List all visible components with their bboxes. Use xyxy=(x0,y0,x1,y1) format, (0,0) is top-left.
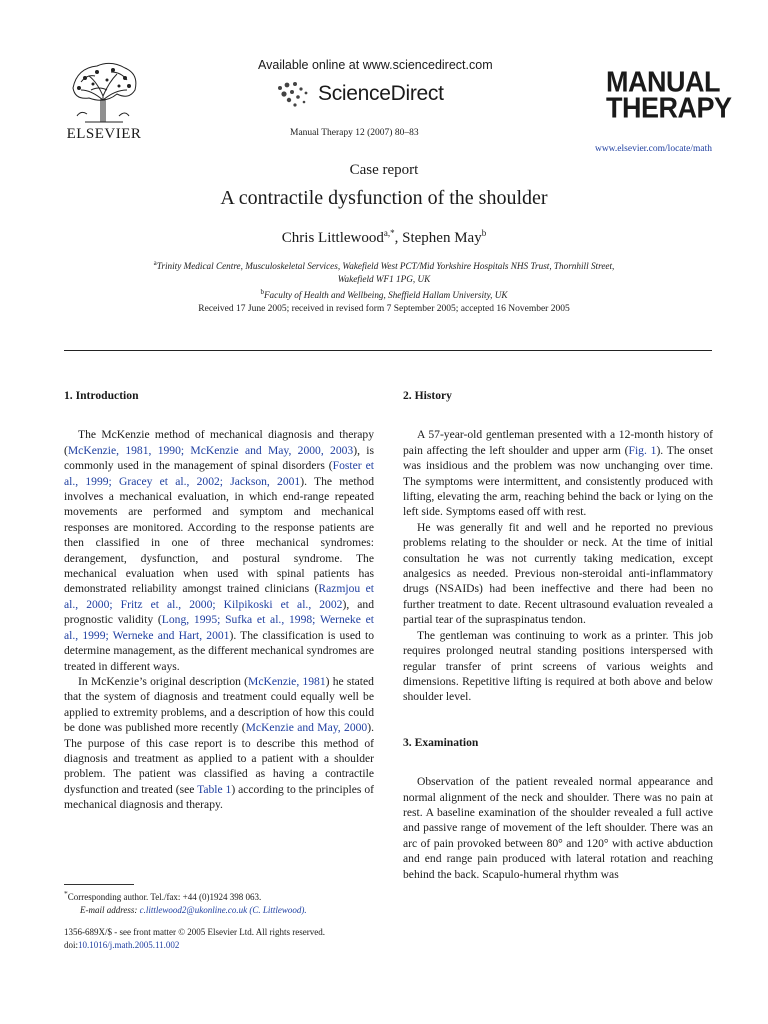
corresponding-author-note xyxy=(64,887,384,904)
sciencedirect-logo xyxy=(274,80,444,108)
author-name: Stephen May xyxy=(402,230,482,246)
author-affiliation-mark: b xyxy=(481,228,487,238)
author-affiliation-mark: a,* xyxy=(383,228,395,238)
sciencedirect-name: ScienceDirect xyxy=(318,82,444,105)
journal-citation: Manual Therapy 12 (2007) 80–83 xyxy=(290,128,419,138)
paragraph-text: ) according to the principles of mechanical diagnosis and therapy. xyxy=(64,782,374,812)
copyright-line: 1356-689X/$ - see front matter © 2005 Elsevier Ltd. All rights reserved. xyxy=(64,927,326,937)
publisher-name: ELSEVIER xyxy=(66,126,142,142)
citation-link[interactable]: Foster et al., 1999; Gracey et al., 2002; Jackson, 2001 xyxy=(64,459,374,488)
introduction-paragraph xyxy=(64,427,374,674)
paragraph-text: ), and prognostic validity ( xyxy=(64,597,374,627)
affiliation-mark: b xyxy=(260,288,264,297)
affiliation-mark: a xyxy=(153,259,157,267)
paragraph-text: ). The method involves a mechanical evaluation, in which end-range repeated movements are performed and symptom and mechanical responses are monitored. According to the response patients are then classified in one of three mechanical syndromes: derangement, dysfunction, and postural syndrome. The mechanical evaluation when used with spinal patients has demonstrated reliability amongst trained clinicians ( xyxy=(64,474,374,596)
history-paragraph: The gentleman was continuing to work as a printer. This job requires prolonged neutral standing positions interspersed with regular transfer of print screens of various weights and dimensions. Repetitive lifting is required at both above and below shoulder level. xyxy=(403,628,713,704)
paragraph-text: ), is commonly used in the management of spinal disorders ( xyxy=(64,443,374,473)
publisher-logo xyxy=(64,60,144,143)
email-label: E-mail address: xyxy=(80,905,138,915)
citation-link[interactable]: Fig. 1 xyxy=(628,443,657,457)
elsevier-tree-icon xyxy=(67,60,141,124)
header-divider xyxy=(64,350,712,351)
journal-logo-line2: THERAPY xyxy=(606,91,732,124)
corresponding-mark: * xyxy=(64,889,68,898)
paragraph-text: ). The purpose of this case report is to describe this method of diagnosis and treatment as applied to a patient with a shoulder problem. The patient was classified as having a contractile dysfunction and treated (see xyxy=(64,721,374,796)
affiliation-a-line2: Wakefield WF1 1PG, UK xyxy=(337,274,431,285)
doi-label: doi: xyxy=(64,940,79,950)
author-name: Chris Littlewood xyxy=(281,230,384,246)
paragraph-text: ) he stated that the system of diagnosis and treatment could equally well be applied to extremity problems, and a description of how this could be done was published more recently ( xyxy=(64,674,374,735)
email-link[interactable]: c.littlewood2@ukonline.co.uk (C. Littlewood). xyxy=(139,905,307,915)
citation-link[interactable]: McKenzie, 1981, 1990; McKenzie and May, 2000, 2003 xyxy=(67,443,354,457)
footnotes xyxy=(64,884,384,917)
email-note xyxy=(64,904,384,917)
journal-url-link[interactable]: www.elsevier.com/locate/math xyxy=(594,144,712,154)
doi-line xyxy=(64,939,325,952)
sciencedirect-dots-icon xyxy=(274,80,314,108)
citation-link[interactable]: McKenzie and May, 2000 xyxy=(245,721,368,735)
history-paragraph xyxy=(403,427,713,519)
paragraph-text: ). The classification is used to determine management, as the different mechanical syndromes are treated in different ways. xyxy=(64,628,374,673)
section-heading-introduction: 1. Introduction xyxy=(64,389,139,402)
author-separator: , xyxy=(394,230,403,246)
available-online-text: Available online at www.sciencedirect.com xyxy=(258,58,493,72)
examination-paragraph: Observation of the patient revealed normal appearance and normal alignment of the neck and shoulder. There was no pain at rest. A baseline examination of the shoulder revealed a full active and passive range of movement of the left shoulder. There was an arc of pain provoked between 80° and 120° with active abduction and end range pain produced with lateral rotation and reaching behind the back. Scapulo-humeral rhythm was xyxy=(403,775,713,881)
affiliations xyxy=(100,257,668,302)
citation-link[interactable]: McKenzie, 1981 xyxy=(248,674,326,688)
journal-logo-line1: MANUAL xyxy=(606,66,720,98)
received-dates: Received 17 June 2005; received in revised form 7 September 2005; accepted 16 November 2005 xyxy=(198,304,570,314)
journal-logo xyxy=(606,66,732,124)
section-heading-examination: 3. Examination xyxy=(403,735,479,749)
author-list xyxy=(0,228,768,247)
citation-link[interactable]: Long, 1995; Sufka et al., 1998; Werneke et al., 1999; Werneke and Hart, 2001 xyxy=(64,613,375,642)
right-column xyxy=(403,388,713,882)
section-heading-history: 2. History xyxy=(403,389,452,402)
left-column xyxy=(64,388,374,813)
history-paragraph: He was generally fit and well and he reported no previous problems relating to the shoulder or neck. At the time of initial consultation he was not currently taking medication, except analgesics as needed. Previous non-steroidal anti-inflammatory drugs (NSAIDs) had been ineffective and there had been no further treatment to date. Recent ultrasound evaluation revealed a partial tear of the supraspinatus tendon. xyxy=(403,520,713,627)
citation-link[interactable]: Table 1 xyxy=(197,782,232,796)
citation-link[interactable]: Razmjou et al., 2000; Fritz et al., 2000; Kilpikoski et al., 2002 xyxy=(64,582,374,611)
paragraph-text: The McKenzie method of mechanical diagnosis and therapy ( xyxy=(64,428,374,457)
doi-link[interactable]: 10.1016/j.math.2005.11.002 xyxy=(78,940,180,950)
article-type: Case report xyxy=(349,162,419,178)
affiliation-b: Faculty of Health and Wellbeing, Sheffield Hallam University, UK xyxy=(263,290,508,301)
footnote-divider xyxy=(64,884,134,885)
article-title: A contractile dysfunction of the shoulder xyxy=(220,187,548,209)
introduction-paragraph xyxy=(64,674,374,813)
front-matter xyxy=(64,926,325,952)
paragraph-text: A 57-year-old gentleman presented with a 12-month history of pain affecting the left shoulder and upper arm ( xyxy=(403,428,713,457)
paragraph-text: In McKenzie’s original description ( xyxy=(78,674,249,688)
corresponding-text: Corresponding author. Tel./fax: +44 (0)1924 398 063. xyxy=(67,892,262,902)
affiliation-a-line1: Trinity Medical Centre, Musculoskeletal Services, Wakefield West PCT/Mid Yorkshire Hospitals NHS Trust, Thornhill Street, xyxy=(156,261,615,272)
paragraph-text: ). The onset was insidious and the problem was now unchanging over time. The symptoms were intermittent, and consistently produced with lifting, elevating the arm, reaching behind the back or lying on the left side. Symptoms eased off with rest. xyxy=(403,443,713,519)
